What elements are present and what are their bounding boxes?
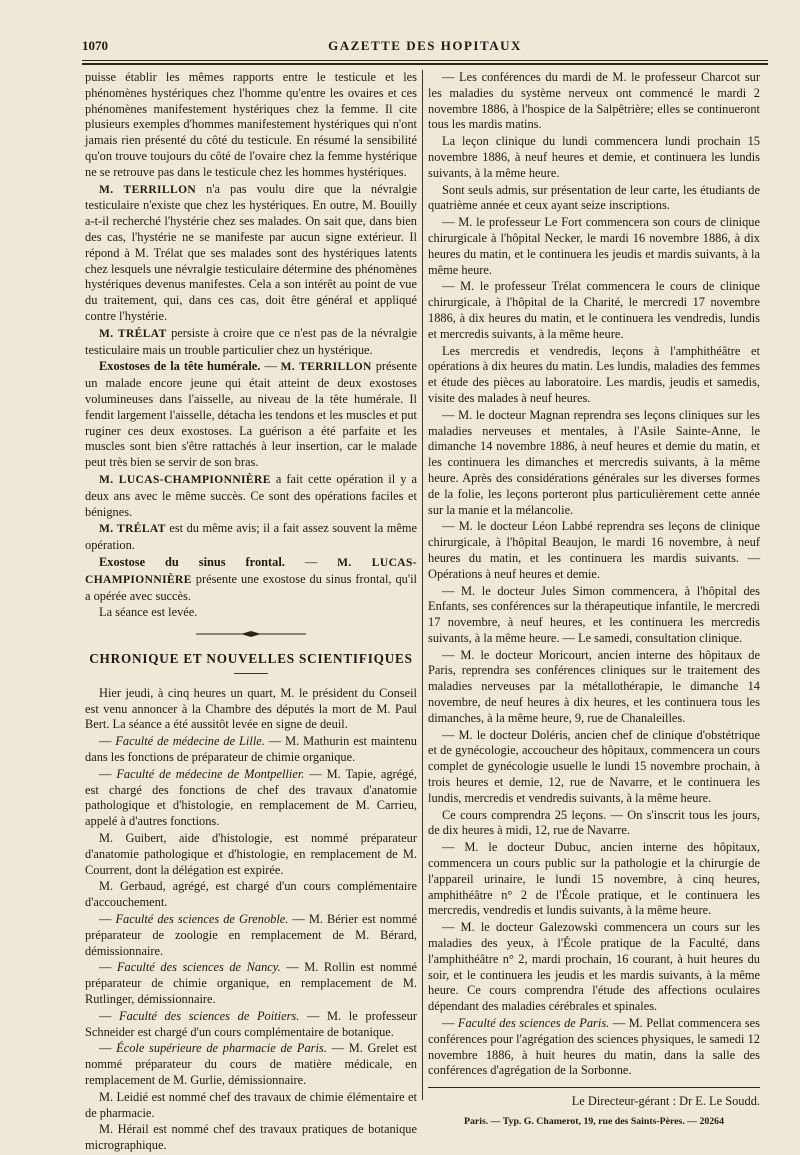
paragraph: — M. le docteur Galezowski commencera un cours sur les maladies des yeux, à l'École pratique de la Faculté, dans l'amphithéâtre n° 2, mardi prochain, 16 courant, à huit heures du soir, et le continuera les jeudis et les mardis suivants, à la même heure. Ce cours comprendra l'étude des affections oculaires dépendant des maladies cérébrales et spinales. [428, 920, 760, 1014]
paragraph-text: présente un malade encore jeune qui était atteint de deux exostoses volumineuses dans l'aisselle, au niveau de la tête humérale. Il fendit largement l'aisselle, détacha les tendons et les muscles et put ruginer ces deux exostoses. La guérison a été parfaite et les muscles sont bien s'être rattachés à leur insertion, car le malade peut très bien se servir de son bras. [85, 359, 417, 470]
separator: — [260, 359, 281, 374]
ornament-divider [196, 631, 306, 637]
institution-name: Faculté de médecine de Montpellier. [116, 766, 305, 781]
institution-name: Faculté des sciences de Grenoble. [115, 912, 289, 927]
paragraph [85, 555, 417, 604]
speaker-name: M. LUCAS-CHAMPIONNIÈRE [99, 473, 271, 486]
paragraph: — M. le docteur Léon Labbé reprendra ses leçons de clinique chirurgicale, à l'hôpital Beaujon, le mardi 16 novembre, à neuf heures du matin, et les continuera les mardis suivants. — Opérations à neuf heures et demie. [428, 519, 760, 581]
footer-rule [428, 1087, 760, 1088]
paragraph: — Faculté des sciences de Nancy. — M. Rollin est nommé préparateur de chimie organique, en remplacement de M. Rutlinger, démissionnaire. [85, 960, 417, 1007]
page-number: 1070 [82, 38, 108, 53]
paragraph: — M. le docteur Doléris, ancien chef de clinique d'obstétrique et de gynécologie, accoucheur des hôpitaux, commencera un cours complet de gynécologie usuelle le lundi 15 novembre prochain, à trois heures et demie, 12, rue de Navarre, et le continuera les lundis, mercredis et vendredis suivants, à la même heure. [428, 727, 760, 805]
speaker-name: M. TERRILLON [99, 183, 197, 196]
paragraph: Sont seuls admis, sur présentation de leur carte, les étudiants de quatrième année et ceux ayant seize inscriptions. [428, 182, 760, 213]
paragraph [85, 472, 417, 520]
paragraph-text: — M. Bérier est nommé préparateur de zoologie en remplacement de M. Bérard, démissionnaire. [85, 912, 417, 958]
paragraph-text: — M. Rollin est nommé préparateur de chimie organique, en remplacement de M. Rutlinger, démissionnaire. [85, 960, 417, 1007]
paragraph-text: est du même avis; il a fait assez souvent la même opération. [85, 521, 417, 553]
paragraph: M. Gerbaud, agrégé, est chargé d'un cours complémentaire d'accouchement. [85, 879, 417, 910]
speaker-name: M. TERRILLON [280, 361, 372, 374]
paragraph-text: a fait cette opération il y a deux ans avec le même succès. Ce sont des opérations faciles et bénignes. [85, 471, 417, 519]
paragraph: — Faculté des sciences de Paris. — M. Pellat commencera ses conférences pour l'agrégation des sciences physiques, le samedi 12 novembre 1886, à huit heures du matin, dans la salle des conférences d'agrégation de la Sorbonne. [428, 1016, 760, 1078]
speaker-name: M. LUCAS-CHAMPIONNIÈRE [85, 556, 417, 586]
title-rule [234, 673, 268, 674]
section-title: CHRONIQUE ET NOUVELLES SCIENTIFIQUES [89, 651, 413, 667]
paragraph: — M. le docteur Jules Simon commencera, à l'hôpital des Enfants, ses conférences sur la thérapeutique infantile, le mercredi 17 novembre, à neuf heures, et les continuera les mercredis suivants, à la même heure. — Le samedi, consultation clinique. [428, 583, 760, 645]
paragraph: La leçon clinique du lundi commencera lundi prochain 15 novembre 1886, à neuf heures et demie, et continuera les lundis suivants, à la même heure. [428, 134, 760, 180]
paragraph: — Faculté des sciences de Grenoble. — M. Bérier est nommé préparateur de zoologie en remplacement de M. Bérard, démissionnaire. [85, 912, 417, 958]
separator: — [284, 554, 338, 569]
paragraph: — M. le docteur Magnan reprendra ses leçons cliniques sur les maladies nerveuses et mentales, à l'Asile Sainte-Anne, le dimanche 14 novembre 1886, à neuf heures et demie du matin, et les continuera les dimanches et mercredis suivants, à la même heure. Après des considérations générales sur les diverses formes de la folie, les leçons porteront plus particulièrement cette année sur la manie et la mélancolie. [428, 407, 760, 517]
paragraph-text: — M. Tapie, agrégé, est chargé des fonctions de chef des travaux d'anatomie pathologique et d'histologie, en remplacement de M. Carrieu, appelé à d'autres fonctions. [85, 766, 417, 829]
institution-name: Faculté de médecine de Lille. [115, 734, 265, 749]
journal-title: GAZETTE DES HOPITAUX [328, 38, 522, 53]
paragraph: — Les conférences du mardi de M. le professeur Charcot sur les maladies du système nerveux ont commencé le mardi 2 novembre 1886, à l'hospice de la Salpêtrière; elles se continueront tous les mardis matins. [428, 70, 760, 132]
paragraph: — Faculté des sciences de Poitiers. — M. le professeur Schneider est chargé d'un cours complémentaire de botanique. [85, 1008, 417, 1039]
header-rule [82, 60, 768, 61]
paragraph: M. Guibert, aide d'histologie, est nommé préparateur d'anatomie pathologique et d'histologie, en remplacement de M. Courrent, dont la délégation est expirée. [85, 831, 417, 877]
speaker-name: M. TRÉLAT [99, 523, 166, 536]
paragraph: — M. le professeur Le Fort commencera son cours de clinique chirurgicale à l'hôpital Necker, le mardi 16 novembre 1886, à dix heures du matin, et le continuera les jeudis et mardis suivants, à la même heure. [428, 215, 760, 277]
paragraph-text: n'a pas voulu dire que la névralgie testiculaire n'existe que chez les hystériques. En outre, M. Bouilly a-t-il recherché l'hystérie chez ses malades. On sait que, dans bien des cas, l'hystérie ne se manifeste par aucun signe extérieur. Il répond à M. Trélat que ses malades sont des hystériques latents chez lesquels une névralgie testiculaire détermine des phénomènes hystériques devenus manifestes. Cela a son intérêt au point de vue du traitement, qui, dans ces cas, doit être général et appliqué contre l'hystérie. [85, 181, 417, 323]
right-column [428, 70, 760, 1130]
paragraph: — M. le docteur Moricourt, ancien interne des hôpitaux de Paris, reprendra ses conférences cliniques sur le traitement des maladies nerveuses par la métallothérapie, le dimanche 14 novembre, de neuf heures à dix heures, et les continuera tous les dimanches, à la même heure, 9, rue de Chanaleilles. [428, 647, 760, 725]
paragraph: — École supérieure de pharmacie de Paris. — M. Grelet est nommé préparateur du cours de matière médicale, en remplacement de M. Gurlie, démissionnaire. [85, 1041, 417, 1088]
section-break [85, 631, 417, 674]
paragraph-text: — M. Mathurin est maintenu dans les fonctions de préparateur de chimie organique. [85, 734, 417, 765]
subject-heading: Exostoses de la tête humérale. [99, 359, 261, 374]
paragraph: — M. le docteur Dubuc, ancien interne des hôpitaux, commencera un cours public sur la pathologie et la chirurgie de l'appareil urinaire, le lundi 15 novembre, à cinq heures, amphithéâtre n° 2 de l'École pratique, et le continuera les mercredis, vendredis et lundis suivants, à la même heure. [428, 840, 760, 918]
institution-name: École supérieure de pharmacie de Paris. [116, 1041, 327, 1056]
institution-name: Faculté des sciences de Paris. [457, 1016, 610, 1031]
left-column [85, 70, 417, 1155]
paragraph-text: — M. le professeur Schneider est chargé d'un cours complémentaire de botanique. [85, 1008, 417, 1039]
paragraph-text: persiste à croire que ce n'est pas de la névralgie testiculaire mais un trouble particulier chez un hystérique. [85, 325, 418, 357]
paragraph [85, 326, 417, 359]
paragraph [85, 521, 417, 554]
page-header [82, 36, 768, 56]
paragraph: Les mercredis et vendredis, leçons à l'amphithéâtre et opérations à dix heures du matin. Les lundis, maladies des femmes et étude des pièces au laboratoire. Les mardis, jeudis et samedis, visite des malades à neuf heures. [428, 343, 760, 405]
paragraph: — M. le professeur Trélat commencera le cours de clinique chirurgicale, à l'hôpital de la Charité, le mercredi 17 novembre 1886, à dix heures du matin, et le continuera les vendredis, lundis et mercredis suivants, à la même heure. [428, 279, 760, 341]
paragraph: Ce cours comprendra 25 leçons. — On s'inscrit tous les jours, de dix heures à midi, 12, rue de Navarre. [428, 807, 760, 838]
paragraph: — Faculté de médecine de Lille. — M. Mathurin est maintenu dans les fonctions de préparateur de chimie organique. [85, 734, 417, 765]
paragraph [85, 359, 417, 471]
printer-line: Paris. — Typ. G. Chamerot, 19, rue des Saints-Pères. — 20264 [464, 1116, 724, 1127]
paragraph-text: présente une exostose du sinus frontal, qu'il a opérée avec succès. [85, 571, 417, 603]
paragraph: M. Hérail est nommé chef des travaux pratiques de botanique micrographique. [85, 1122, 417, 1153]
paragraph-text: — M. Pellat commencera ses conférences pour l'agrégation des sciences physiques, le samedi 12 novembre 1886, à huit heures du matin, dans la salle des conférences d'agrégation de la Sorbonne. [428, 1016, 760, 1078]
speaker-name: M. TRÉLAT [99, 327, 167, 340]
paragraph: Hier jeudi, à cinq heures un quart, M. le président du Conseil est venu annoncer à la Chambre des députés la mort de M. Paul Bert. La séance a été aussitôt levée en signe de deuil. [85, 685, 417, 732]
institution-name: Faculté des sciences de Nancy. [116, 960, 281, 975]
director-signature: Le Directeur-gérant : Dr E. Le Soudd. [571, 1094, 760, 1109]
institution-name: Faculté des sciences de Poitiers. [119, 1008, 300, 1023]
paragraph: La séance est levée. [99, 605, 198, 620]
subject-heading: Exostose du sinus frontal. [99, 554, 285, 569]
paragraph: puisse établir les mêmes rapports entre le testicule et les phénomènes hystériques chez l'homme qu'entre les ovaires et ces phénomènes manifestement hystériques chez la femme. Il cite plusieurs exemples d'hommes manifestement hystériques qui n'ont jamais rien présenté du côté du testicule. En résumé la sensibilité qu'on trouve toujours du côté de l'ovaire chez la femme hystérique ne se retrouve pas dans le testicule chez les hommes hystériques. [85, 70, 417, 179]
header-rule-thick [82, 63, 768, 65]
paragraph-text: — M. Grelet est nommé préparateur du cours de matière médicale, en remplacement de M. Gurlie, démissionnaire. [85, 1041, 417, 1088]
column-divider [422, 70, 423, 1100]
paragraph: — Faculté de médecine de Montpellier. — M. Tapie, agrégé, est chargé des fonctions de chef des travaux d'anatomie pathologique et d'histologie, en remplacement de M. Carrieu, appelé à d'autres fonctions. [85, 766, 417, 829]
paragraph: M. Leidié est nommé chef des travaux de chimie élémentaire et de pharmacie. [85, 1089, 417, 1120]
paragraph [85, 182, 417, 325]
